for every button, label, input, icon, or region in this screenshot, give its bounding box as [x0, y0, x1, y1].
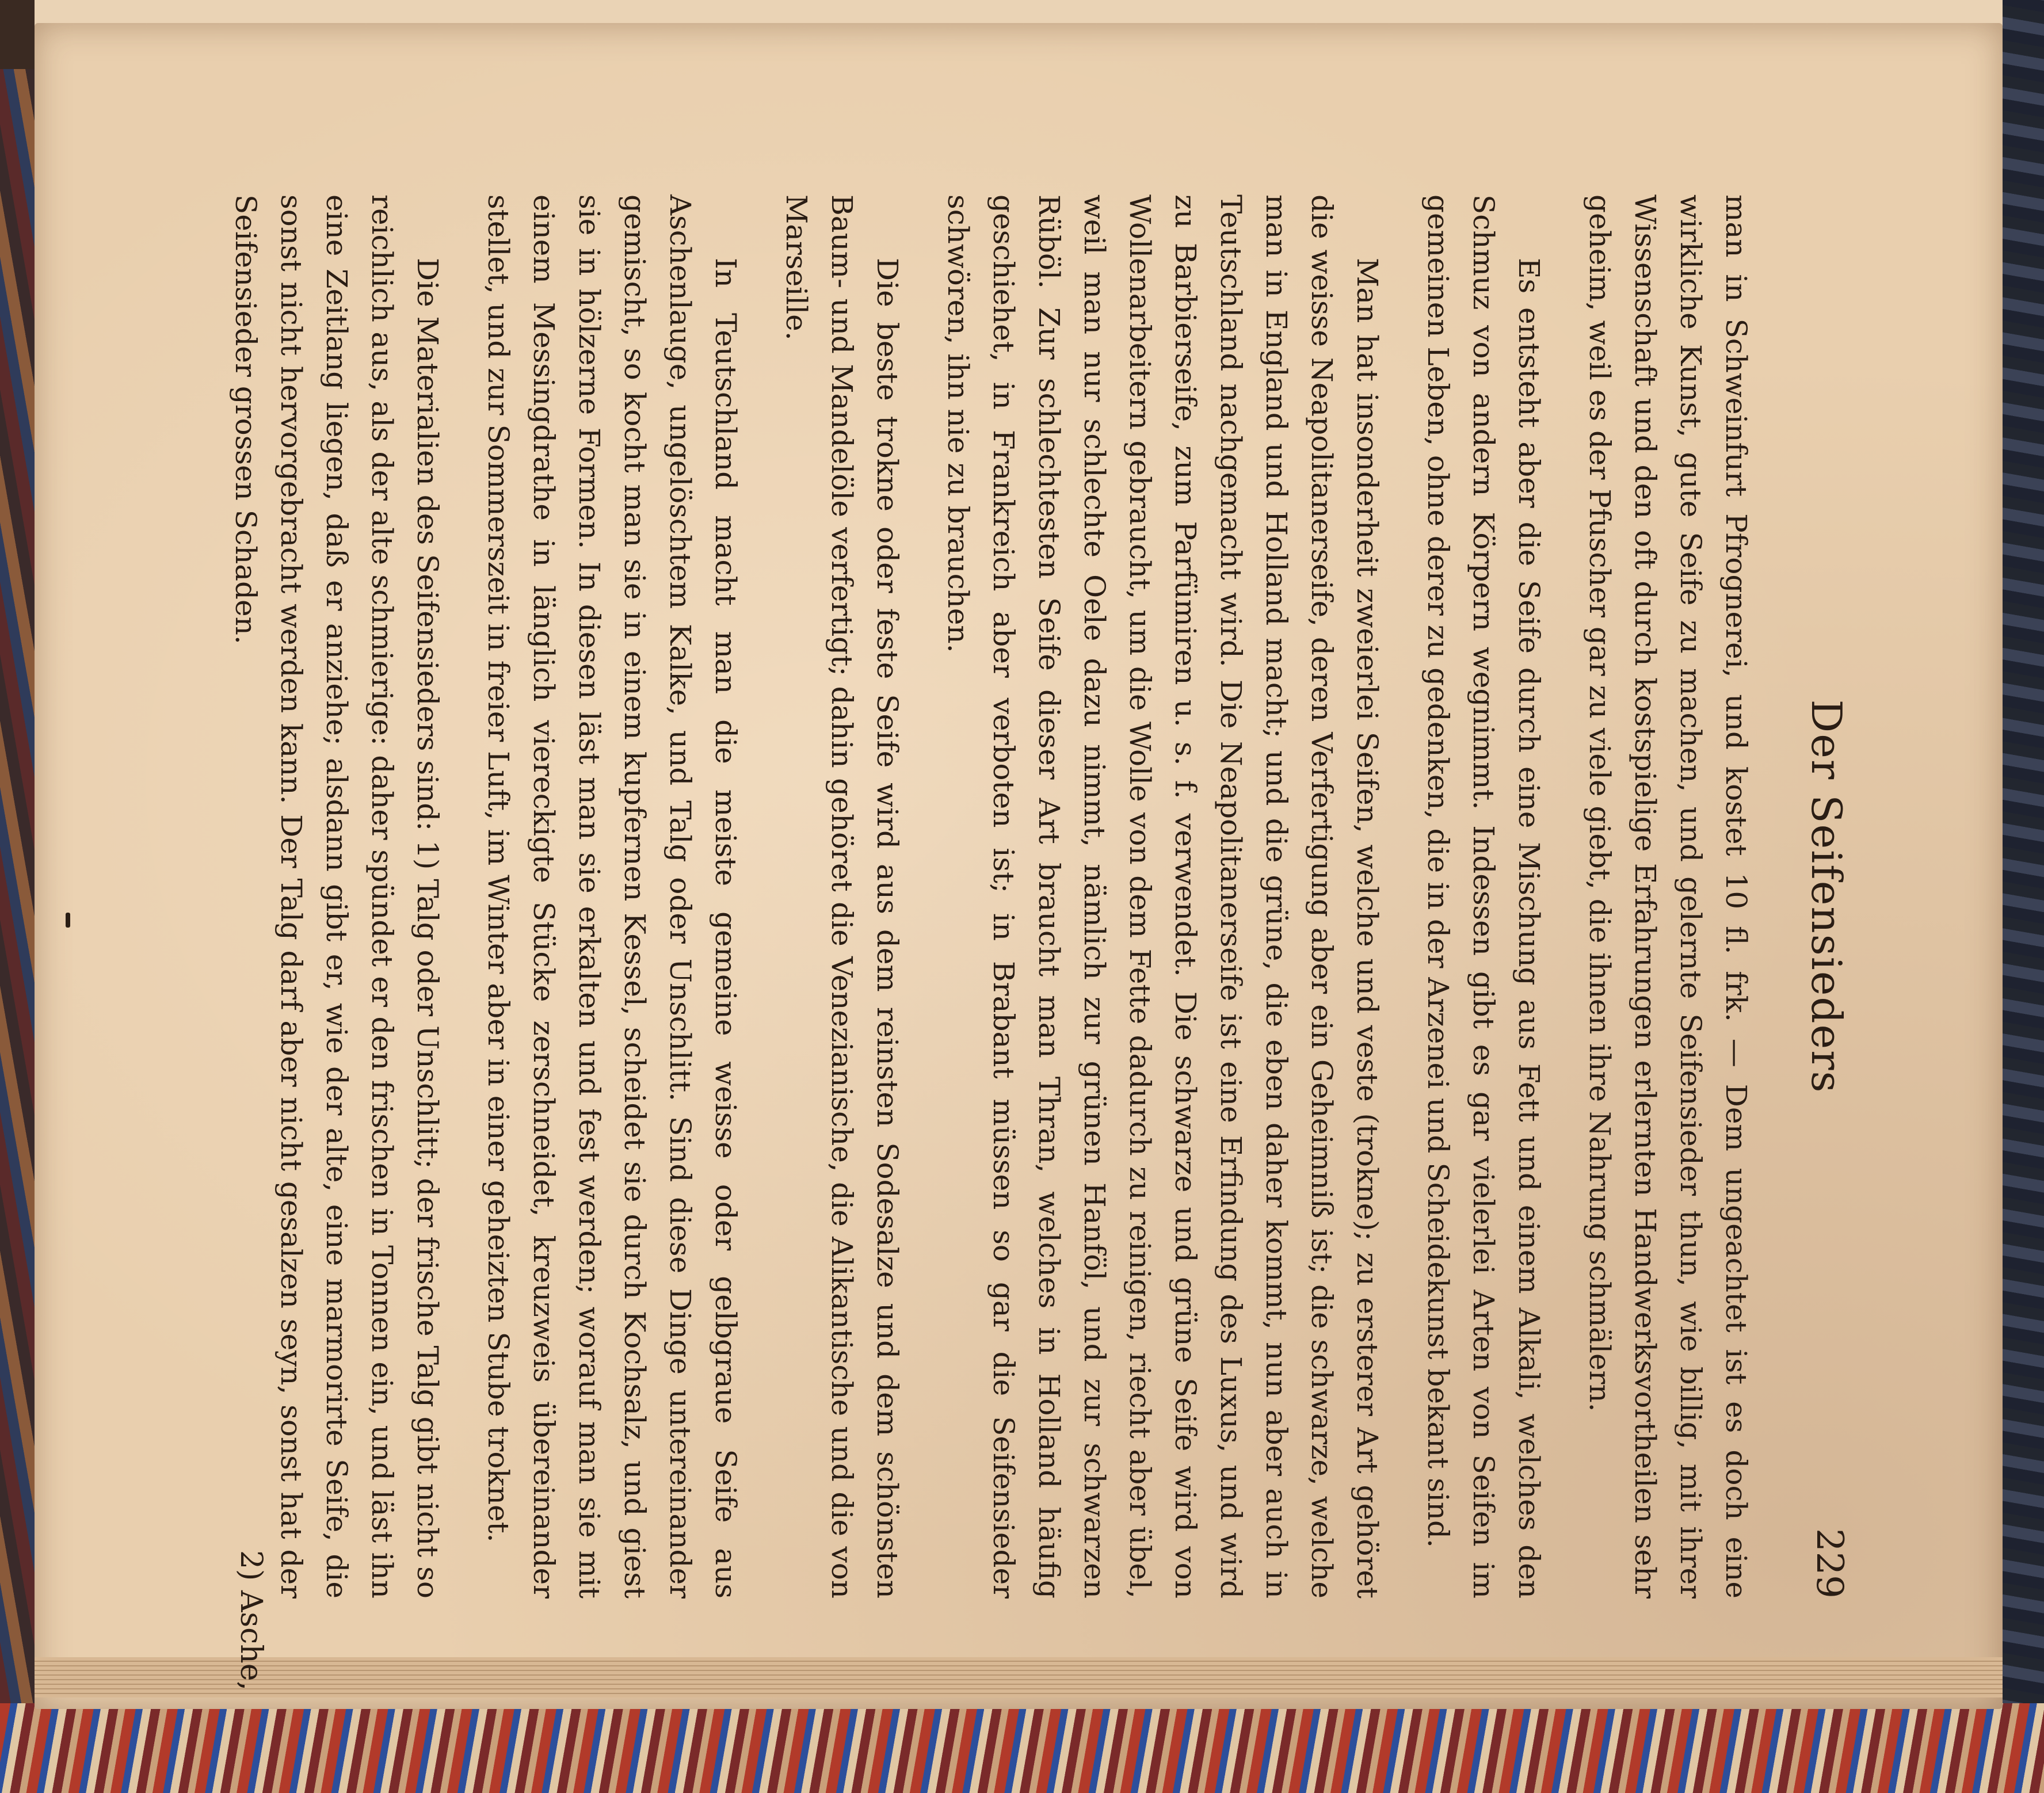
page-header	[1799, 194, 1856, 1599]
paragraph-1: man in Schweinfurt Pfrognerei, und kostet 10 fl. frk. — Dem ungeachtet ist es doch eine wirkliche Kunst, gute Seife zu machen, und gelernte Seifensieder thun, wie billig, mit ihrer Wissenschaft und den oft durch kostspielige Erfahrungen erlernten Handwerksvortheilen sehr geheim, weil es der Pfuscher gar zu viele giebt, die ihnen ihre Nahrung schmälern.	[1583, 194, 1753, 1599]
page-number: 229	[1808, 1528, 1851, 1599]
paragraph-3: Man hat insonderheit zweierlei Seifen, welche und veste (trokne); zu ersterer Art gehöret die weisse Neapolitanerseife, deren Verfertigung aber ein Geheimniß ist; die schwarze, welche man in England und Holland macht; und die grüne, die eben daher kommt, nun aber auch in Teutschland nachgemacht wird. Die Neapolitanerseife ist eine Erfindung des Luxus, und wird zu Barbierseife, zum Parfümiren u. s. f. verwendet. Die schwarze und grüne Seife wird von Wollenarbeitern gebraucht, um die Wolle von dem Fette dadurch zu reinigen, riecht aber übel, weil man nur schlechte Oele dazu nimmt, nämlich zur grünen Hanföl, und zur schwarzen Rüböl. Zur schlechtesten Seife dieser Art braucht man Thran, welches in Holland häufig geschiehet, in Frankreich aber verboten ist; in Brabant müssen so gar die Seifensieder schwören, ihn nie zu brauchen.	[941, 194, 1384, 1599]
ink-mark	[66, 913, 70, 928]
paragraph-4: Die beste trokne oder feste Seife wird aus dem reinsten Sodesalze und dem schönsten Baum- und Mandelöle verfertigt; dahin gehöret die Venezianische, die Alikantische und die von Marseille.	[780, 194, 904, 1599]
paragraph-5: In Teutschland macht man die meiste gemeine weisse oder gelbgraue Seife aus Aschenlauge, ungelöschtem Kalke, und Talg oder Unschlitt. Sind diese Dinge untereinander gemischt, so kocht man sie in einem kupfernen Kessel, scheidet sie durch Kochsalz, und giest sie in hölzerne Formen. In diesen läst man sie erkalten und fest werden; worauf man sie mit einem Messingdrathe in länglich viereckigte Stücke zerschneidet, kreuzweis übereinander stellet, und zur Sommerszeit in freier Luft, im Winter aber in einer geheizten Stube troknet.	[482, 194, 742, 1599]
book-spine-edge	[2003, 0, 2044, 1793]
paragraph-6: Die Materialien des Seifensieders sind: 1) Talg oder Unschlitt; der frische Talg gibt nicht so reichlich aus, als der alte schmierige: daher spündet er den frischen in Tonnen ein, und läst ihn eine Zeitlang liegen, daß er anziehe; alsdann gibt er, wie der alte, eine marmorirte Seife, die sonst nicht hervorgebracht werden kann. Der Talg darf aber nicht gesalzen seyn, sonst hat der Seifensieder grossen Schaden.	[229, 194, 444, 1599]
catchword: 2) Asche,	[234, 1550, 268, 1691]
paragraph-2: Es entsteht aber die Seife durch eine Mischung aus Fett und einem Alkali, welches den Schmuz von andern Körpern wegnimmt. Indessen gibt es gar vielerlei Arten von Seifen im gemeinen Leben, ohne derer zu gedenken, die in der Arzenei und Scheidekunst bekant sind.	[1421, 194, 1546, 1599]
rotated-page-content	[188, 102, 1856, 1691]
body-text	[197, 194, 1759, 1599]
marbled-board-bottom	[0, 1703, 2044, 1793]
running-title: Der Seifensieders	[1802, 699, 1851, 1094]
